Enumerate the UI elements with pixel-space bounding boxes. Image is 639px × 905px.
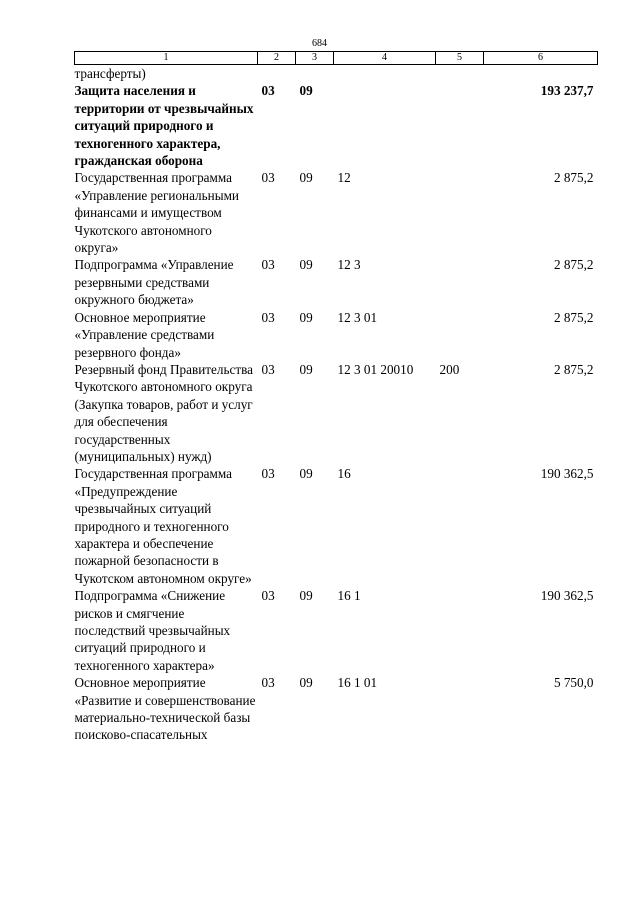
- row-expense-type: [436, 82, 484, 169]
- row-sum: 190 362,5: [540, 466, 594, 482]
- header-col-5: 5: [436, 52, 484, 65]
- row-target-code: 12: [337, 170, 351, 186]
- row-section: 03: [261, 309, 275, 325]
- budget-table: [74, 51, 598, 744]
- row-name: Резервный фонд Правительства Чукотского автономного округа (Закупка товаров, работ и услуг для обеспечения государственных (муниципальных) нужд): [74, 361, 254, 464]
- row-expense-type: [436, 169, 484, 256]
- row-sum: 5 750,0: [553, 675, 594, 691]
- row-expense-type: [436, 309, 484, 361]
- header-col-3: 3: [296, 52, 334, 65]
- row-subsection: 09: [299, 361, 313, 377]
- row-section: 03: [261, 361, 275, 377]
- row-expense-type: [436, 65, 484, 83]
- header-col-4: 4: [334, 52, 436, 65]
- row-target-code: 16 1: [337, 588, 361, 604]
- row-target-code: 12 3: [337, 257, 361, 273]
- row-name: Основное мероприятие «Развитие и совершенствование материально-технической базы поисково-спасательных: [74, 675, 256, 743]
- row-sum: [484, 65, 598, 83]
- table-body: [75, 65, 598, 744]
- row-section: 03: [261, 466, 275, 482]
- row-sum: 190 362,5: [540, 588, 594, 604]
- row-section: 03: [261, 675, 275, 691]
- row-subsection: 09: [299, 466, 313, 482]
- row-name: Государственная программа «Управление региональными финансами и имуществом Чукотского автономного округа»: [74, 170, 239, 256]
- table-row: [75, 256, 598, 308]
- row-section: 03: [261, 170, 275, 186]
- row-sum: 193 237,7: [540, 83, 594, 99]
- table-row: [75, 361, 598, 465]
- table-header: [75, 52, 598, 65]
- row-subsection: 09: [299, 257, 313, 273]
- row-section: 03: [261, 257, 275, 273]
- row-sum: 2 875,2: [553, 309, 594, 325]
- row-subsection: 09: [299, 83, 313, 99]
- table-row: [75, 465, 598, 587]
- row-subsection: [296, 65, 334, 83]
- row-subsection: 09: [299, 675, 313, 691]
- row-expense-type: 200: [439, 361, 460, 377]
- header-row: [75, 52, 598, 65]
- row-section: 03: [261, 83, 275, 99]
- row-subsection: 09: [299, 170, 313, 186]
- row-name: Подпрограмма «Снижение рисков и смягчение последствий чрезвычайных ситуаций природного и техногенного характера»: [74, 588, 231, 673]
- row-expense-type: [436, 587, 484, 674]
- table-row: [75, 587, 598, 674]
- table-row: [75, 309, 598, 361]
- page-number: 684: [312, 38, 327, 49]
- row-target-code: [334, 65, 436, 83]
- row-subsection: 09: [299, 309, 313, 325]
- row-subsection: 09: [299, 588, 313, 604]
- row-target-code: [334, 82, 436, 169]
- row-target-code: 12 3 01 20010: [337, 361, 414, 377]
- row-section: [258, 65, 296, 83]
- row-target-code: 12 3 01: [337, 309, 378, 325]
- row-name: трансферты): [74, 66, 146, 81]
- table-row: [75, 82, 598, 169]
- table-row: [75, 674, 598, 744]
- row-sum: 2 875,2: [553, 257, 594, 273]
- row-expense-type: [436, 256, 484, 308]
- row-name: Основное мероприятие «Управление средствами резервного фонда»: [74, 309, 215, 360]
- row-expense-type: [436, 674, 484, 744]
- row-name: Подпрограмма «Управление резервными средствами окружного бюджета»: [74, 257, 234, 308]
- row-name: Государственная программа «Предупреждение чрезвычайных ситуаций природного и техногенного характера и обеспечение пожарной безопасности в Чукотском автономном округе»: [74, 466, 252, 586]
- table-row: [75, 65, 598, 83]
- row-sum: 2 875,2: [553, 170, 594, 186]
- row-target-code: 16: [337, 466, 351, 482]
- header-col-1: 1: [75, 52, 258, 65]
- row-name: Защита населения и территории от чрезвычайных ситуаций природного и техногенного характера, гражданская оборона: [74, 83, 254, 169]
- row-section: 03: [261, 588, 275, 604]
- table-row: [75, 169, 598, 256]
- row-target-code: 16 1 01: [337, 675, 378, 691]
- header-col-2: 2: [258, 52, 296, 65]
- row-expense-type: [436, 465, 484, 587]
- row-sum: 2 875,2: [553, 361, 594, 377]
- header-col-6: 6: [484, 52, 598, 65]
